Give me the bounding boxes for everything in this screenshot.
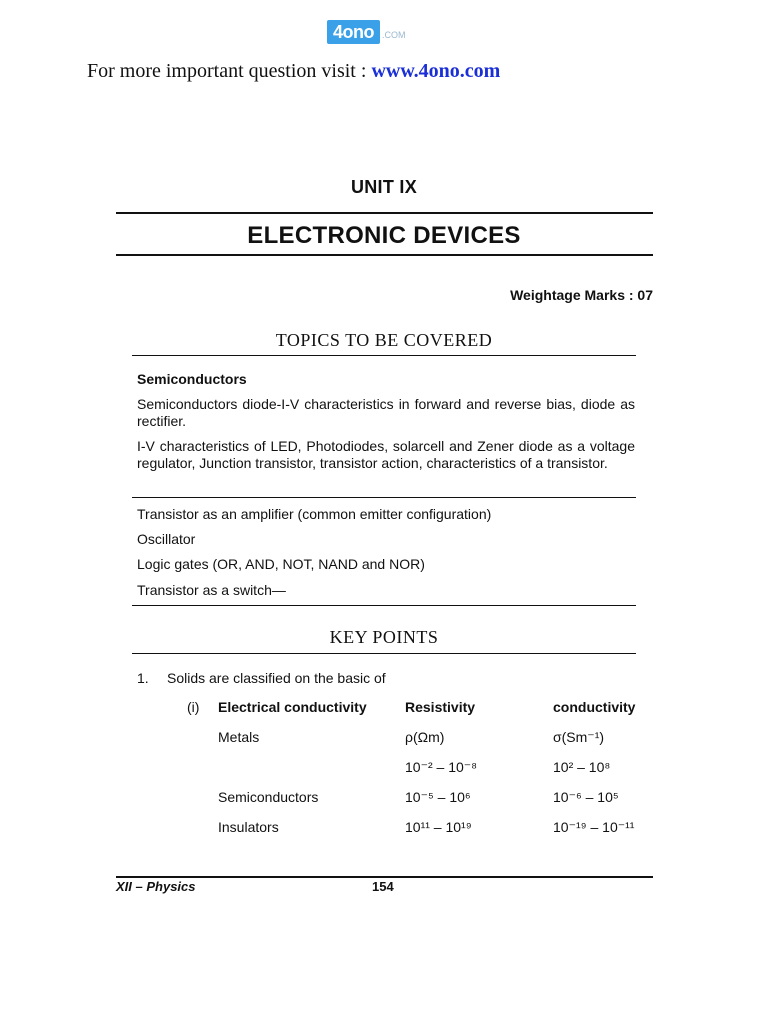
sub-number: (i) (187, 699, 200, 715)
topic-item: Transistor as a switch— (137, 582, 286, 598)
table-header-resistivity: Resistivity (405, 699, 476, 715)
semiconductors-heading: Semiconductors (137, 371, 247, 387)
topic-item: Logic gates (OR, AND, NOT, NAND and NOR) (137, 556, 425, 572)
footer-rule (116, 876, 653, 878)
table-cell-resistivity: 10⁻⁵ – 10⁶ (405, 789, 471, 805)
footer-subject: XII – Physics (116, 879, 196, 894)
table-cell-conductivity: 10² – 10⁸ (553, 759, 611, 775)
table-cell-resistivity: 10¹¹ – 10¹⁹ (405, 819, 472, 835)
topics-rule-top (132, 355, 636, 356)
logo-mark: 4ono (327, 20, 380, 44)
topic-paragraph-2: I-V characteristics of LED, Photodiodes, solarcell and Zener diode as a voltage regulator, Junction transistor, transistor action, characteristics of a transistor. (137, 438, 635, 471)
topics-heading: TOPICS TO BE COVERED (275, 330, 493, 350)
logo-suffix: .COM (382, 30, 406, 40)
table-header-material: Electrical conductivity (218, 699, 367, 715)
table-header-conductivity: conductivity (553, 699, 636, 715)
title-rule-bottom (116, 254, 653, 256)
visit-text: For more important question visit : (87, 60, 372, 82)
table-cell-material: Insulators (218, 819, 279, 835)
title-rule-top (116, 212, 653, 214)
table-cell-resistivity: 10⁻² – 10⁻⁸ (405, 759, 478, 775)
key-points-rule (132, 653, 636, 654)
chapter-title: ELECTRONIC DEVICES (247, 222, 521, 249)
site-logo[interactable] (327, 20, 406, 44)
key-points-heading: KEY POINTS (329, 627, 439, 647)
table-cell-conductivity: σ(Sm⁻¹) (553, 729, 605, 745)
topic-paragraph-1: Semiconductors diode-I-V characteristics in forward and reverse bias, diode as rectifier. (137, 396, 635, 429)
key-point-text: Solids are classified on the basic of (167, 670, 386, 686)
key-point-1 (137, 670, 386, 686)
unit-heading: UNIT IX (350, 177, 418, 197)
topic-item: Transistor as an amplifier (common emitter configuration) (137, 506, 492, 522)
website-link[interactable]: www.4ono.com (371, 60, 501, 82)
page-number: 154 (372, 879, 394, 894)
table-cell-resistivity: ρ(Ωm) (405, 729, 445, 745)
weightage-marks: Weightage Marks : 07 (510, 287, 653, 303)
table-cell-material: Semiconductors (218, 789, 319, 805)
table-cell-material: Metals (218, 729, 260, 745)
topics-rule-bottom (132, 605, 636, 606)
topics-rule-middle (132, 497, 636, 498)
topic-item: Oscillator (137, 531, 196, 547)
table-cell-conductivity: 10⁻¹⁹ – 10⁻¹¹ (553, 819, 635, 835)
table-cell-conductivity: 10⁻⁶ – 10⁵ (553, 789, 619, 805)
visit-line (87, 60, 500, 83)
key-point-number: 1. (137, 670, 149, 686)
